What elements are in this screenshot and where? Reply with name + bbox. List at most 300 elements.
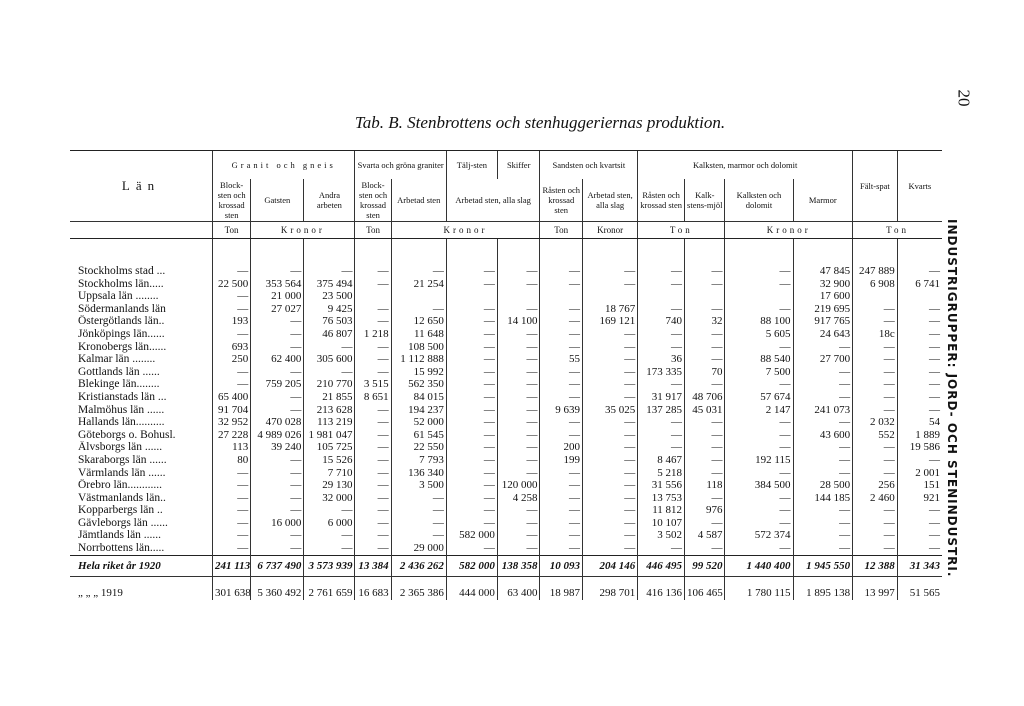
row-value-cell xyxy=(725,290,793,303)
row-value-cell: 54 xyxy=(897,416,942,429)
row-value-cell: — xyxy=(853,315,898,328)
header-gatsten: Gatsten xyxy=(251,179,304,222)
row-value-cell: — xyxy=(212,492,250,505)
row-value-cell: 199 xyxy=(540,454,583,467)
row-value-cell: — xyxy=(446,517,497,530)
row-value-cell: — xyxy=(853,441,898,454)
row-value-cell: — xyxy=(540,303,583,316)
row-value-cell: — xyxy=(582,504,637,517)
table-row xyxy=(70,492,942,505)
row-value-cell: — xyxy=(446,404,497,417)
row-value-cell: 15 526 xyxy=(304,454,355,467)
unit-kronor-3: Kronor xyxy=(582,222,637,239)
row-value-cell: — xyxy=(853,517,898,530)
row-value-cell: — xyxy=(446,378,497,391)
header-kalksten: Kalksten, marmor och dolomit xyxy=(638,151,853,180)
row-value-cell: 3 573 939 xyxy=(304,555,355,577)
row-lan-name: Stockholms stad ... xyxy=(78,265,166,277)
table-row xyxy=(70,303,942,316)
row-value-cell: 55 xyxy=(540,353,583,366)
row-value-cell: 62 400 xyxy=(251,353,304,366)
row-value-cell: 31 556 xyxy=(638,479,685,492)
row-value-cell: — xyxy=(212,467,250,480)
row-value-cell: 10 093 xyxy=(540,555,583,577)
row-lan-name: Örebro län............ xyxy=(78,479,162,492)
row-value-cell: — xyxy=(685,454,725,467)
row-value-cell: — xyxy=(355,467,391,480)
row-value-cell: — xyxy=(355,504,391,517)
row-value-cell: — xyxy=(251,479,304,492)
row-value-cell: 582 000 xyxy=(446,555,497,577)
row-value-cell: — xyxy=(540,504,583,517)
row-value-cell: — xyxy=(853,542,898,555)
row-value-cell: — xyxy=(497,542,540,555)
row-value-cell: 5 218 xyxy=(638,467,685,480)
row-value-cell: — xyxy=(251,454,304,467)
row-value-cell xyxy=(897,290,942,303)
row-value-cell: 70 xyxy=(685,366,725,379)
row-value-cell: 10 107 xyxy=(638,517,685,530)
row-value-cell: — xyxy=(853,454,898,467)
row-value-cell: — xyxy=(355,416,391,429)
row-value-cell: — xyxy=(540,529,583,542)
table-row xyxy=(70,517,942,530)
row-value-cell: 192 115 xyxy=(725,454,793,467)
row-value-cell: 2 436 262 xyxy=(391,555,446,577)
row-value-cell: — xyxy=(355,303,391,316)
table-row xyxy=(70,341,942,354)
row-value-cell: 1 112 888 xyxy=(391,353,446,366)
row-value-cell: — xyxy=(446,454,497,467)
row-value-cell: — xyxy=(638,429,685,442)
unit-ton-2: Ton xyxy=(355,222,391,239)
row-value-cell: — xyxy=(638,416,685,429)
row-value-cell: 247 889 xyxy=(853,239,898,278)
row-value-cell: — xyxy=(355,492,391,505)
row-value-cell: 18c xyxy=(853,328,898,341)
row-value-cell: — xyxy=(582,416,637,429)
row-value-cell: 21 254 xyxy=(391,278,446,291)
row-value-cell: — xyxy=(685,303,725,316)
row-value-cell: 572 374 xyxy=(725,529,793,542)
unit-kronor-4: Kronor xyxy=(725,222,853,239)
row-value-cell: — xyxy=(853,366,898,379)
row-value-cell: — xyxy=(793,366,853,379)
row-value-cell: — xyxy=(685,378,725,391)
row-value-cell xyxy=(582,290,637,303)
row-value-cell: — xyxy=(685,278,725,291)
row-lan-name: Stockholms län..... xyxy=(78,277,164,290)
row-value-cell: — xyxy=(497,416,540,429)
row-value-cell: 136 340 xyxy=(391,467,446,480)
row-value-cell: — xyxy=(497,303,540,316)
row-value-cell: — xyxy=(540,378,583,391)
row-value-cell: — xyxy=(582,454,637,467)
row-value-cell: — xyxy=(638,542,685,555)
row-value-cell: — xyxy=(638,441,685,454)
total-row xyxy=(70,555,942,577)
row-value-cell: — xyxy=(391,239,446,278)
row-value-cell: — xyxy=(540,366,583,379)
row-value-cell: 15 992 xyxy=(391,366,446,379)
row-value-cell: — xyxy=(251,492,304,505)
row-lan-name: Gottlands län ...... xyxy=(78,365,160,378)
row-lan-name: Jönköpings län...... xyxy=(78,327,165,340)
row-value-cell: 582 000 xyxy=(446,529,497,542)
row-lan-name: Värmlands län ...... xyxy=(78,466,166,479)
row-value-cell: — xyxy=(355,366,391,379)
row-value-cell: — xyxy=(212,328,250,341)
row-value-cell: 1 218 xyxy=(355,328,391,341)
header-andra-arbeten: Andra arbeten xyxy=(304,179,355,222)
row-value-cell: — xyxy=(793,441,853,454)
row-value-cell: — xyxy=(853,467,898,480)
row-value-cell: 137 285 xyxy=(638,404,685,417)
row-value-cell: — xyxy=(793,391,853,404)
row-lan-name: Södermanlands län xyxy=(78,302,166,315)
row-value-cell: — xyxy=(497,467,540,480)
row-value-cell: — xyxy=(897,303,942,316)
row-value-cell: — xyxy=(355,479,391,492)
row-value-cell: 5 605 xyxy=(725,328,793,341)
row-value-cell: 375 494 xyxy=(304,278,355,291)
row-value-cell: 45 031 xyxy=(685,404,725,417)
row-value-cell: — xyxy=(582,378,637,391)
row-value-cell xyxy=(685,290,725,303)
row-value-cell: 562 350 xyxy=(391,378,446,391)
row-value-cell: 301 638 xyxy=(212,577,250,600)
row-value-cell: — xyxy=(725,492,793,505)
row-value-cell: 35 025 xyxy=(582,404,637,417)
row-value-cell: 740 xyxy=(638,315,685,328)
row-value-cell: — xyxy=(638,303,685,316)
row-value-cell: — xyxy=(725,542,793,555)
row-value-cell: — xyxy=(725,429,793,442)
row-value-cell: — xyxy=(582,391,637,404)
row-value-cell xyxy=(497,290,540,303)
row-value-cell: 21 855 xyxy=(304,391,355,404)
row-lan-name: Jämtlands län ...... xyxy=(78,529,162,542)
row-value-cell: — xyxy=(540,542,583,555)
row-value-cell: — xyxy=(497,239,540,278)
row-value-cell: 91 704 xyxy=(212,404,250,417)
row-value-cell: — xyxy=(897,341,942,354)
row-value-cell: — xyxy=(251,504,304,517)
row-value-cell: — xyxy=(212,378,250,391)
row-value-cell: — xyxy=(212,290,250,303)
row-value-cell: 9 639 xyxy=(540,404,583,417)
row-value-cell: — xyxy=(897,404,942,417)
table-row xyxy=(70,454,942,467)
row-value-cell: 105 725 xyxy=(304,441,355,454)
row-value-cell: 19 586 xyxy=(897,441,942,454)
row-value-cell: 416 136 xyxy=(638,577,685,600)
row-value-cell xyxy=(355,290,391,303)
row-value-cell: 6 741 xyxy=(897,278,942,291)
row-lan-name: „ „ „ 1919 xyxy=(78,587,123,600)
row-value-cell: 241 113 xyxy=(212,555,250,577)
row-value-cell: — xyxy=(897,504,942,517)
table-row xyxy=(70,315,942,328)
row-value-cell: 305 600 xyxy=(304,353,355,366)
row-value-cell: 32 900 xyxy=(793,278,853,291)
header-kvarts: Kvarts xyxy=(897,151,942,222)
table-row xyxy=(70,416,942,429)
header-skiffer: Skiffer xyxy=(497,151,540,180)
row-value-cell: 759 205 xyxy=(251,378,304,391)
table-row xyxy=(70,391,942,404)
row-value-cell: — xyxy=(582,353,637,366)
row-value-cell: — xyxy=(582,341,637,354)
row-value-cell: 2 001 xyxy=(897,467,942,480)
row-value-cell: — xyxy=(638,378,685,391)
table-row xyxy=(70,378,942,391)
row-value-cell: — xyxy=(793,542,853,555)
row-value-cell: — xyxy=(725,504,793,517)
row-value-cell: — xyxy=(446,492,497,505)
row-value-cell: — xyxy=(391,529,446,542)
row-lan-name: Hallands län.......... xyxy=(78,416,165,429)
row-value-cell: 1 440 400 xyxy=(725,555,793,577)
row-value-cell: — xyxy=(355,341,391,354)
row-value-cell: — xyxy=(540,278,583,291)
side-running-title: INDUSTRIGRUPPER: JORD- OCH STENINDUSTRI. xyxy=(945,219,959,578)
row-value-cell: 29 130 xyxy=(304,479,355,492)
row-value-cell: 2 365 386 xyxy=(391,577,446,600)
row-value-cell: — xyxy=(725,378,793,391)
row-value-cell: — xyxy=(446,315,497,328)
row-value-cell: — xyxy=(446,391,497,404)
row-value-cell: — xyxy=(446,303,497,316)
row-value-cell: — xyxy=(497,504,540,517)
row-value-cell: — xyxy=(582,429,637,442)
row-value-cell: 219 695 xyxy=(793,303,853,316)
row-value-cell: 12 388 xyxy=(853,555,898,577)
page-number: 20 xyxy=(954,89,974,107)
row-value-cell: 151 xyxy=(897,479,942,492)
row-lan-name: Norrbottens län..... xyxy=(78,542,165,555)
row-value-cell: — xyxy=(497,404,540,417)
row-value-cell: — xyxy=(540,467,583,480)
row-value-cell: — xyxy=(212,504,250,517)
row-value-cell xyxy=(853,290,898,303)
row-value-cell: — xyxy=(304,504,355,517)
row-lan-name: Kronobergs län...... xyxy=(78,340,167,353)
row-value-cell: 12 650 xyxy=(391,315,446,328)
row-value-cell: — xyxy=(853,391,898,404)
header-faltspat: Fält-spat xyxy=(853,151,898,222)
row-value-cell: — xyxy=(497,278,540,291)
row-lan-name: Älvsborgs län ...... xyxy=(78,441,163,454)
header-svarta-blocksten: Block-sten och krossad sten xyxy=(355,179,391,222)
row-value-cell: — xyxy=(582,492,637,505)
prev-row xyxy=(70,577,942,600)
row-value-cell: 921 xyxy=(897,492,942,505)
row-value-cell: 84 015 xyxy=(391,391,446,404)
row-value-cell: — xyxy=(853,303,898,316)
row-value-cell: — xyxy=(897,542,942,555)
row-value-cell: — xyxy=(540,239,583,278)
row-value-cell: 173 335 xyxy=(638,366,685,379)
row-value-cell: — xyxy=(355,454,391,467)
row-value-cell: 2 761 659 xyxy=(304,577,355,600)
row-value-cell: — xyxy=(582,366,637,379)
row-value-cell: — xyxy=(497,429,540,442)
header-kalk-rasten: Råsten och krossad sten xyxy=(638,179,685,222)
row-value-cell: — xyxy=(446,429,497,442)
row-value-cell: — xyxy=(446,278,497,291)
first-row xyxy=(70,239,942,278)
header-rasten: Råsten och krossad sten xyxy=(540,179,583,222)
row-value-cell: 18 987 xyxy=(540,577,583,600)
row-value-cell: 3 500 xyxy=(391,479,446,492)
row-lan-name: Blekinge län........ xyxy=(78,378,160,391)
row-value-cell: 144 185 xyxy=(793,492,853,505)
row-value-cell: 7 793 xyxy=(391,454,446,467)
row-value-cell: — xyxy=(793,454,853,467)
row-value-cell: 2 032 xyxy=(853,416,898,429)
row-value-cell: 2 460 xyxy=(853,492,898,505)
row-value-cell: 250 xyxy=(212,353,250,366)
row-value-cell: — xyxy=(638,341,685,354)
row-value-cell: — xyxy=(685,492,725,505)
row-value-cell: 65 400 xyxy=(212,391,250,404)
row-value-cell: — xyxy=(853,353,898,366)
row-value-cell: — xyxy=(446,366,497,379)
row-lan-name: Uppsala län ........ xyxy=(78,290,159,303)
row-value-cell: 3 515 xyxy=(355,378,391,391)
row-value-cell: — xyxy=(582,529,637,542)
row-lan-name: Göteborgs o. Bohusl. xyxy=(78,428,176,441)
row-value-cell: 32 000 xyxy=(304,492,355,505)
row-value-cell: — xyxy=(725,341,793,354)
row-value-cell: 470 028 xyxy=(251,416,304,429)
header-talj-arbetad: Arbetad sten, alla slag xyxy=(446,179,540,222)
row-value-cell: — xyxy=(725,517,793,530)
row-value-cell: — xyxy=(897,353,942,366)
row-value-cell: — xyxy=(853,404,898,417)
row-value-cell: — xyxy=(304,341,355,354)
row-value-cell: — xyxy=(793,529,853,542)
row-value-cell: — xyxy=(251,542,304,555)
row-value-cell: — xyxy=(355,542,391,555)
row-value-cell: — xyxy=(725,303,793,316)
row-value-cell: — xyxy=(446,239,497,278)
row-value-cell: — xyxy=(582,517,637,530)
row-value-cell: 8 467 xyxy=(638,454,685,467)
row-value-cell: 6 908 xyxy=(853,278,898,291)
row-value-cell: — xyxy=(446,542,497,555)
row-value-cell: 6 737 490 xyxy=(251,555,304,577)
row-value-cell: — xyxy=(251,391,304,404)
row-value-cell: — xyxy=(251,404,304,417)
row-value-cell: — xyxy=(793,517,853,530)
row-value-cell: 138 358 xyxy=(497,555,540,577)
row-value-cell: — xyxy=(251,341,304,354)
row-value-cell: — xyxy=(793,467,853,480)
row-value-cell: 106 465 xyxy=(685,577,725,600)
row-value-cell: 194 237 xyxy=(391,404,446,417)
row-value-cell: 80 xyxy=(212,454,250,467)
header-kalkstensmjol: Kalk-stens-mjöl xyxy=(685,179,725,222)
unit-ton-3: Ton xyxy=(540,222,583,239)
table-row xyxy=(70,429,942,442)
row-value-cell: 76 503 xyxy=(304,315,355,328)
row-value-cell: — xyxy=(540,341,583,354)
row-value-cell: 6 000 xyxy=(304,517,355,530)
production-table xyxy=(70,150,942,600)
row-value-cell: — xyxy=(497,328,540,341)
row-value-cell: 16 683 xyxy=(355,577,391,600)
row-lan-name: Hela riket år 1920 xyxy=(70,555,212,577)
row-value-cell: 976 xyxy=(685,504,725,517)
row-value-cell: — xyxy=(251,239,304,278)
row-value-cell: — xyxy=(582,278,637,291)
row-value-cell: 444 000 xyxy=(446,577,497,600)
row-value-cell: 169 121 xyxy=(582,315,637,328)
header-svarta-graniter: Svarta och gröna graniter xyxy=(355,151,446,180)
row-value-cell: 46 807 xyxy=(304,328,355,341)
row-value-cell: — xyxy=(793,378,853,391)
row-lan-name: Skaraborgs län ...... xyxy=(78,453,167,466)
row-value-cell: 552 xyxy=(853,429,898,442)
row-value-cell: 7 710 xyxy=(304,467,355,480)
row-lan-name: Malmöhus län ...... xyxy=(78,403,165,416)
table-row xyxy=(70,441,942,454)
row-value-cell: — xyxy=(540,416,583,429)
row-value-cell: 5 360 492 xyxy=(251,577,304,600)
row-value-cell: — xyxy=(446,467,497,480)
row-value-cell: — xyxy=(212,529,250,542)
row-value-cell: — xyxy=(212,239,250,278)
row-value-cell: — xyxy=(446,441,497,454)
row-value-cell: — xyxy=(853,504,898,517)
row-value-cell: 193 xyxy=(212,315,250,328)
row-value-cell: — xyxy=(540,517,583,530)
row-value-cell: — xyxy=(355,239,391,278)
row-lan-name: Kalmar län ........ xyxy=(78,353,156,366)
row-value-cell: — xyxy=(725,416,793,429)
row-value-cell: — xyxy=(638,328,685,341)
unit-ton-1: Ton xyxy=(212,222,250,239)
row-lan-name: Östergötlands län.. xyxy=(78,315,165,328)
row-value-cell: — xyxy=(793,416,853,429)
header-sandsten: Sandsten och kvartsit xyxy=(540,151,638,180)
row-value-cell: — xyxy=(540,315,583,328)
table-row xyxy=(70,278,942,291)
row-value-cell: — xyxy=(638,278,685,291)
row-value-cell: — xyxy=(212,303,250,316)
row-value-cell: 384 500 xyxy=(725,479,793,492)
row-value-cell: 4 587 xyxy=(685,529,725,542)
row-value-cell: 32 xyxy=(685,315,725,328)
row-value-cell: — xyxy=(304,529,355,542)
row-value-cell: 16 000 xyxy=(251,517,304,530)
row-value-cell: — xyxy=(391,504,446,517)
row-value-cell: 11 648 xyxy=(391,328,446,341)
row-value-cell: 9 425 xyxy=(304,303,355,316)
row-value-cell: 113 219 xyxy=(304,416,355,429)
row-value-cell: — xyxy=(853,378,898,391)
header-taljsten: Tälj-sten xyxy=(446,151,497,180)
table-row xyxy=(70,328,942,341)
table-row xyxy=(70,404,942,417)
row-value-cell: — xyxy=(497,529,540,542)
row-value-cell: 2 147 xyxy=(725,404,793,417)
row-value-cell: 256 xyxy=(853,479,898,492)
row-value-cell: — xyxy=(853,341,898,354)
row-value-cell: — xyxy=(355,517,391,530)
